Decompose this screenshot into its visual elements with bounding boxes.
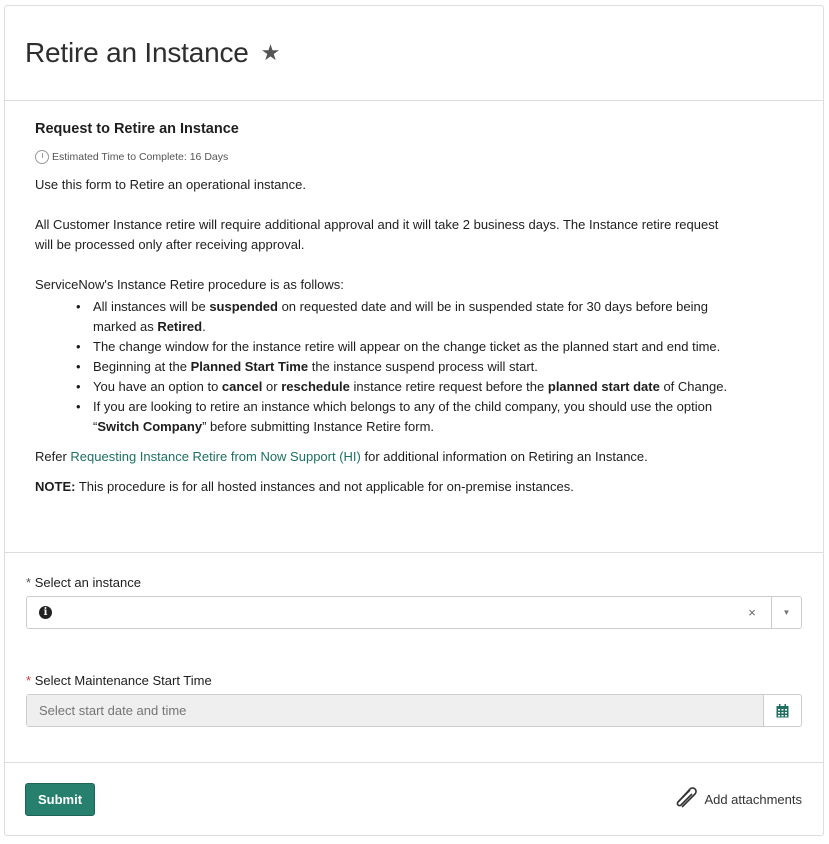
- form-fields: [5, 553, 823, 763]
- list-item: • You have an option to cancel or reschedule instance retire request before the planned start date of Change.: [93, 377, 793, 397]
- approval-text: All Customer Instance retire will require additional approval and it will take 2 business days. The Instance retire request will be processed only after receiving approval.: [35, 217, 719, 252]
- calendar-icon[interactable]: [763, 695, 801, 726]
- description: [5, 101, 823, 553]
- star-icon[interactable]: ★: [260, 40, 281, 65]
- procedure-text: ServiceNow's Instance Retire procedure is as follows:: [35, 277, 344, 292]
- form-card: [4, 5, 824, 836]
- hi-link[interactable]: Requesting Instance Retire from Now Support (HI): [70, 449, 361, 464]
- clear-icon[interactable]: ×: [748, 605, 756, 620]
- start-time-label: * Select Maintenance Start Time: [26, 673, 212, 688]
- note-text: NOTE: This procedure is for all hosted instances and not applicable for on-premise instances.: [35, 479, 574, 494]
- start-time-input[interactable]: [27, 695, 763, 726]
- add-attachments-button[interactable]: [673, 786, 802, 813]
- description-heading: Request to Retire an Instance: [35, 121, 239, 137]
- intro-text: Use this form to Retire an operational instance.: [35, 177, 306, 192]
- list-item: • If you are looking to retire an instance which belongs to any of the child company, you should use the option “Switch Company” before submitting Instance Retire form.: [93, 397, 743, 437]
- info-icon: i: [39, 606, 52, 619]
- page-title: Retire an Instance: [25, 37, 249, 68]
- list-item: • The change window for the instance retire will appear on the change ticket as the planned start and end time.: [93, 337, 793, 357]
- refer-text: Refer Requesting Instance Retire from Now Support (HI) for additional information on Retiring an Instance.: [35, 449, 648, 464]
- stopwatch-icon: [35, 150, 49, 164]
- paperclip-icon: [673, 786, 699, 813]
- add-attachments-label: Add attachments: [704, 792, 802, 807]
- start-time-field: [26, 694, 802, 727]
- list-item: • All instances will be suspended on requested date and will be in suspended state for 30 days before being marked as Retired.: [93, 297, 743, 337]
- instance-label: * Select an instance: [26, 575, 141, 590]
- page-header: [5, 6, 823, 101]
- estimate: [35, 147, 793, 167]
- instance-select[interactable]: [26, 596, 802, 629]
- estimate-text: Estimated Time to Complete: 16 Days: [52, 151, 229, 163]
- list-item: • Beginning at the Planned Start Time the instance suspend process will start.: [93, 357, 793, 377]
- chevron-down-icon[interactable]: ▼: [771, 597, 801, 628]
- form-footer: [5, 763, 823, 816]
- submit-button[interactable]: Submit: [25, 783, 95, 816]
- procedure-list: [93, 297, 793, 437]
